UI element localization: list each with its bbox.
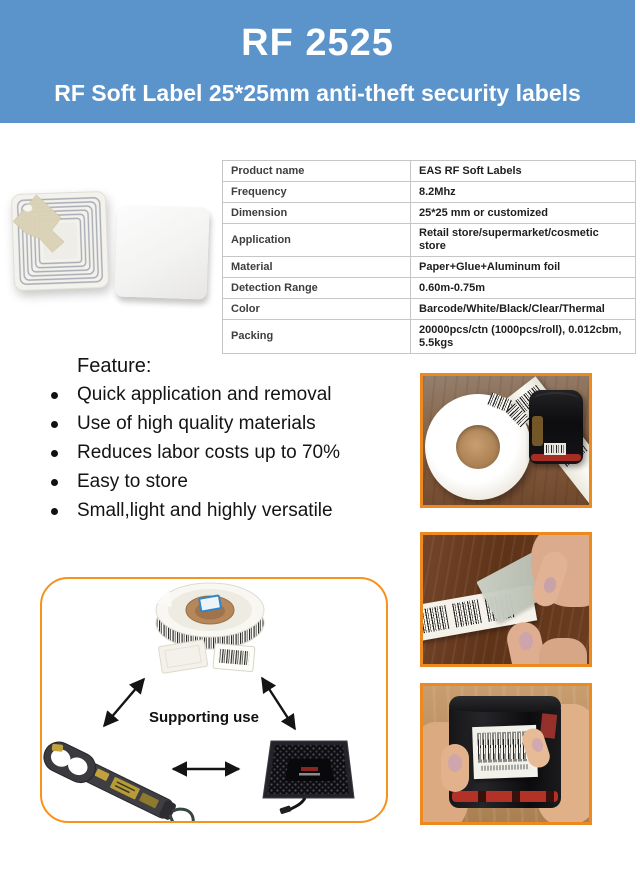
fingernail: [519, 632, 533, 650]
jar-gold-label: [532, 416, 543, 446]
rf-label-coil-image: [10, 190, 109, 291]
table-row: [223, 182, 636, 203]
spec-value: Paper+Glue+Aluminum foil: [411, 257, 636, 278]
spec-label: Material: [223, 257, 411, 278]
diagram-graphic: [42, 579, 386, 821]
spec-label: Detection Range: [223, 278, 411, 299]
supporting-use-diagram: [40, 577, 388, 823]
features-heading: Feature:: [77, 355, 152, 377]
spec-label: Packing: [223, 320, 411, 354]
spec-value: Barcode/White/Black/Clear/Thermal: [411, 299, 636, 320]
handheld-detector-illustration: [42, 737, 201, 821]
label-roll-illustration: [156, 583, 264, 649]
roll-core: [456, 425, 500, 469]
page-title: RF 2525: [241, 22, 394, 64]
spec-label: Application: [223, 224, 411, 257]
diagram-caption: Supporting use: [149, 709, 259, 726]
page-subtitle: RF Soft Label 25*25mm anti-theft security labels: [54, 80, 581, 106]
feature-item: Reduces labor costs up to 70%: [77, 442, 340, 463]
barcode-graphic: [452, 599, 482, 627]
spec-label: Color: [223, 299, 411, 320]
coil-label-graphic: [10, 190, 109, 291]
barcode-graphic: [420, 605, 449, 633]
spec-value: 8.2Mhz: [411, 182, 636, 203]
barcode-numbers: [481, 764, 529, 771]
spec-value: Retail store/supermarket/cosmetic store: [411, 224, 636, 257]
feature-item: Small,light and highly versatile: [77, 501, 340, 521]
spec-value: EAS RF Soft Labels: [411, 161, 636, 182]
features-list: [77, 385, 340, 530]
table-row: [223, 320, 636, 354]
spec-value: 0.60m-0.75m: [411, 278, 636, 299]
spec-label: Product name: [223, 161, 411, 182]
finger: [539, 638, 587, 667]
photo-peeling-label: [420, 532, 592, 667]
spec-value: 25*25 mm or customized: [411, 203, 636, 224]
jar-barcode-tag: [544, 443, 566, 455]
jar-red-band: [452, 791, 558, 802]
table-row: [223, 203, 636, 224]
header-banner: [0, 0, 635, 123]
table-row: [223, 257, 636, 278]
photo-label-on-jar: [420, 683, 592, 825]
feature-item: Easy to store: [77, 472, 340, 492]
deactivator-pad-illustration: [263, 741, 354, 814]
jar-red-band: [531, 454, 581, 461]
spec-label: Frequency: [223, 182, 411, 203]
rf-label-plain-image: [114, 204, 209, 299]
photo-label-roll-and-jar: [420, 373, 592, 508]
feature-item: Quick application and removal: [77, 385, 340, 405]
table-row: [223, 278, 636, 299]
table-row: [223, 224, 636, 257]
fingernail: [448, 754, 462, 772]
spec-label: Dimension: [223, 203, 411, 224]
black-jar: [529, 390, 583, 464]
table-row: [223, 299, 636, 320]
spec-value: 20000pcs/ctn (1000pcs/roll), 0.012cbm, 5.5kgs: [411, 320, 636, 354]
spec-table: [222, 160, 636, 354]
feature-item: Use of high quality materials: [77, 414, 340, 434]
table-row: [223, 161, 636, 182]
